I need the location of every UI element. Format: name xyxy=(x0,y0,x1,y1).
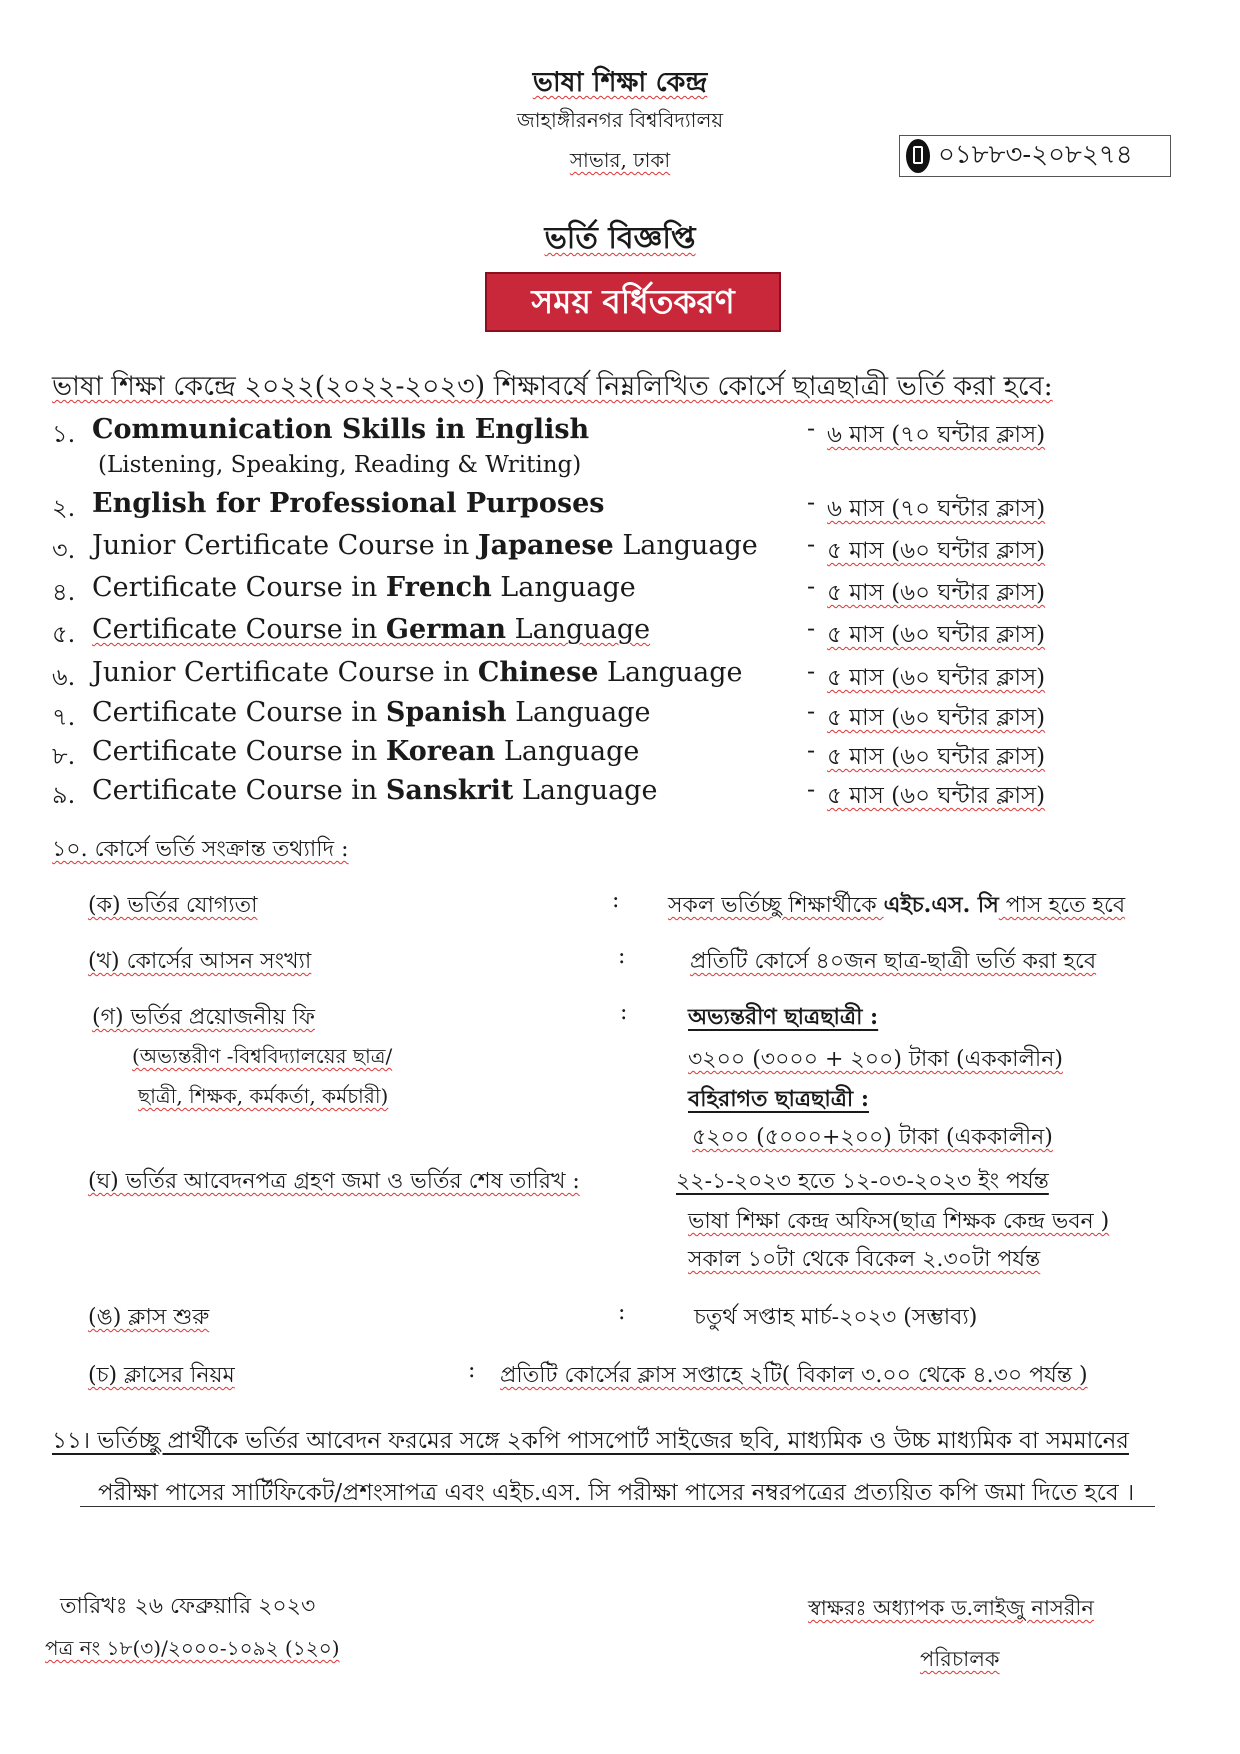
course-item: ৫. Certificate Course in German Language - ৫ মাস (৬০ ঘন্টার ক্লাস) xyxy=(52,614,1132,652)
intro-text: ভাষা শিক্ষা কেন্দ্রে ২০২২(২০২২-২০২৩) শিক্ষাবর্ষে নিম্নলিখিত কোর্সে ছাত্রছাত্রী ভর্তি করা হবে: xyxy=(52,371,1053,402)
course-number: ৩. xyxy=(52,536,76,564)
course-number: ৫. xyxy=(52,620,76,648)
course-duration: ৫ মাস (৬০ ঘন্টার ক্লাস) xyxy=(827,622,1046,648)
course-number: ২. xyxy=(52,494,76,522)
fee-sublabel: ছাত্রী, শিক্ষক, কর্মকর্তা, কর্মচারী) xyxy=(138,1084,389,1108)
course-duration: ৬ মাস (৭০ ঘন্টার ক্লাস) xyxy=(827,422,1046,448)
class-rule-label: (চ) ক্লাসের নিয়ম xyxy=(88,1363,235,1388)
application-time: সকাল ১০টা থেকে বিকেল ২.৩০টা পর্যন্ত xyxy=(688,1247,1041,1272)
application-dates: ২২-১-২০২৩ হতে ১২-০৩-২০২৩ ইং পর্যন্ত xyxy=(676,1169,1049,1194)
course-name: Certificate Course in Sanskrit Language xyxy=(92,775,658,806)
section-11-line-2: পরীক্ষা পাসের সার্টিফিকেট/প্রশংসাপত্র এবং এইচ.এস. সি পরীক্ষা পাসের নম্বরপত্রের প্রত্যয়িত কপি জমা দিতে হবে । xyxy=(98,1480,1135,1506)
course-item: ৪. Certificate Course in French Language - ৫ মাস (৬০ ঘন্টার ক্লাস) xyxy=(52,572,1132,610)
course-item: ৩. Junior Certificate Course in Japanese Language - ৫ মাস (৬০ ঘন্টার ক্লাস) xyxy=(52,530,1132,568)
course-note: (Listening, Speaking, Reading & Writing) xyxy=(98,452,582,478)
fee-label: (গ) ভর্তির প্রয়োজনীয় ফি xyxy=(92,1005,315,1030)
extension-banner: সময় বর্ধিতকরণ xyxy=(485,272,781,332)
external-fee-value: ৫২০০ (৫০০০+২০০) টাকা (এককালীন) xyxy=(692,1125,1053,1150)
mobile-phone-icon xyxy=(906,139,930,173)
external-fee-heading: বহিরাগত ছাত্রছাত্রী : xyxy=(688,1086,869,1112)
city-name: সাভার, ঢাকা xyxy=(569,148,671,172)
course-name: Junior Certificate Course in Japanese Language xyxy=(92,530,758,561)
course-number: ৪. xyxy=(52,578,76,606)
phone-number: ০১৮৮৩-২০৮২৭৪ xyxy=(938,140,1133,170)
internal-fee-value: ৩২০০ (৩০০০ + ২০০) টাকা (এককালীন) xyxy=(688,1047,1063,1072)
org-name: ভাষা শিক্ষা কেন্দ্র xyxy=(532,67,708,98)
course-item: ১. Communication Skills in English - ৬ মাস (৭০ ঘন্টার ক্লাস) xyxy=(52,414,1132,452)
course-duration: ৫ মাস (৬০ ঘন্টার ক্লাস) xyxy=(827,665,1046,691)
course-number: ৭. xyxy=(52,703,76,731)
course-name: Certificate Course in Korean Language xyxy=(92,736,640,767)
eligibility-value: সকল ভর্তিচ্ছু শিক্ষার্থীকে এইচ.এস. সি পাস হতে হবে xyxy=(668,892,1126,918)
course-duration: ৫ মাস (৬০ ঘন্টার ক্লাস) xyxy=(827,783,1046,809)
course-number: ৯. xyxy=(52,781,76,809)
course-name: Communication Skills in English xyxy=(92,414,590,445)
course-number: ১. xyxy=(52,420,76,448)
course-name: Certificate Course in German Language xyxy=(92,614,651,645)
course-duration: ৫ মাস (৬০ ঘন্টার ক্লাস) xyxy=(827,744,1046,770)
course-number: ৬. xyxy=(52,663,76,691)
class-start-value: চতুর্থ সপ্তাহ মার্চ-২০২৩ (সম্ভাব্য) xyxy=(694,1305,978,1330)
course-item: ৯. Certificate Course in Sanskrit Language - ৫ মাস (৬০ ঘন্টার ক্লাস) xyxy=(52,775,1132,813)
course-duration: ৬ মাস (৭০ ঘন্টার ক্লাস) xyxy=(827,496,1046,522)
course-name: Junior Certificate Course in Chinese Language xyxy=(92,657,743,688)
section-10-heading: ১০. কোর্সে ভর্তি সংক্রান্ত তথ্যাদি : xyxy=(52,837,349,862)
section-11-line-1: ১১। ভর্তিচ্ছু প্রার্থীকে ভর্তির আবেদন ফরমের সঙ্গে ২কপি পাসপোর্ট সাইজের ছবি, মাধ্যমিক ও উচ্চ মাধ্যমিক বা সমমানের xyxy=(52,1428,1129,1454)
application-label: (ঘ) ভর্তির আবেদনপত্র গ্রহণ জমা ও ভর্তির শেষ তারিখ : xyxy=(88,1169,580,1194)
phone-box xyxy=(899,135,1171,177)
course-number: ৮. xyxy=(52,742,76,770)
reference-number: পত্র নং ১৮(৩)/২০০০-১০৯২ (১২০) xyxy=(45,1636,340,1660)
course-name: Certificate Course in French Language xyxy=(92,572,636,603)
course-item: ২. English for Professional Purposes - ৬ মাস (৭০ ঘন্টার ক্লাস) xyxy=(52,488,1132,526)
section-11-underline xyxy=(80,1506,1155,1507)
signature: স্বাক্ষরঃ অধ্যাপক ড.লাইজু নাসরীন xyxy=(808,1596,1094,1620)
class-start-label: (ঙ) ক্লাস শুরু xyxy=(88,1305,210,1330)
course-item: ৬. Junior Certificate Course in Chinese Language - ৫ মাস (৬০ ঘন্টার ক্লাস) xyxy=(52,657,1132,695)
designation: পরিচালক xyxy=(920,1647,1000,1671)
notice-date: তারিখঃ ২৬ ফেব্রুয়ারি ২০২৩ xyxy=(60,1594,316,1619)
course-item: ৮. Certificate Course in Korean Language - ৫ মাস (৬০ ঘন্টার ক্লাস) xyxy=(52,736,1132,774)
course-duration: ৫ মাস (৬০ ঘন্টার ক্লাস) xyxy=(827,580,1046,606)
fee-sublabel: (অভ্যন্তরীণ -বিশ্ববিদ্যালয়ের ছাত্র/ xyxy=(132,1044,393,1068)
university-name: জাহাঙ্গীরনগর বিশ্ববিদ্যালয় xyxy=(516,108,724,132)
course-name: Certificate Course in Spanish Language xyxy=(92,697,651,728)
seats-label: (খ) কোর্সের আসন সংখ্যা xyxy=(88,949,312,974)
seats-value: প্রতিটি কোর্সে ৪০জন ছাত্র-ছাত্রী ভর্তি করা হবে xyxy=(690,949,1097,974)
course-name: English for Professional Purposes xyxy=(92,488,605,519)
course-duration: ৫ মাস (৬০ ঘন্টার ক্লাস) xyxy=(827,538,1046,564)
course-item: ৭. Certificate Course in Spanish Language - ৫ মাস (৬০ ঘন্টার ক্লাস) xyxy=(52,697,1132,735)
notice-title: ভর্তি বিজ্ঞপ্তি xyxy=(544,221,696,256)
eligibility-label: (ক) ভর্তির যোগ্যতা xyxy=(88,893,258,918)
course-duration: ৫ মাস (৬০ ঘন্টার ক্লাস) xyxy=(827,705,1046,731)
application-place: ভাষা শিক্ষা কেন্দ্র অফিস(ছাত্র শিক্ষক কেন্দ্র ভবন ) xyxy=(688,1209,1110,1234)
internal-fee-heading: অভ্যন্তরীণ ছাত্রছাত্রী : xyxy=(688,1004,879,1030)
class-rule-value: প্রতিটি কোর্সের ক্লাস সপ্তাহে ২টি( বিকাল ৩.০০ থেকে ৪.৩০ পর্যন্ত ) xyxy=(500,1363,1088,1388)
